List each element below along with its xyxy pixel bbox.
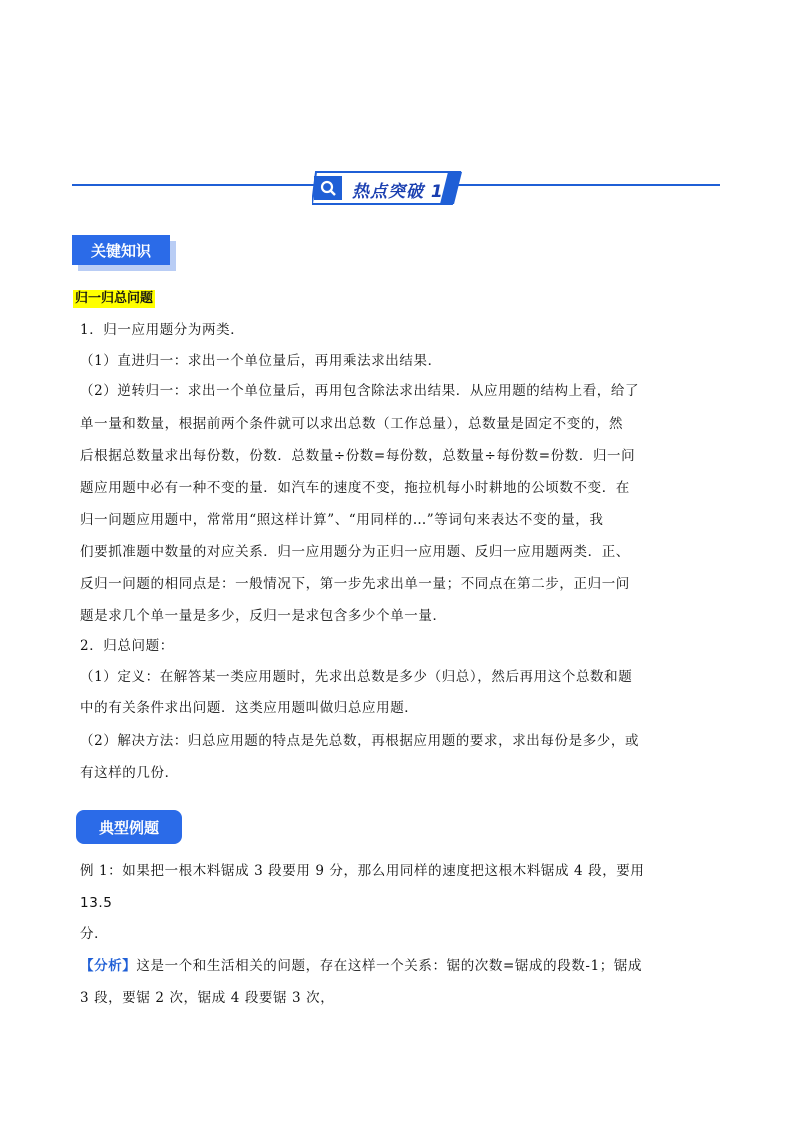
example-line: 例 1：如果把一根木料锯成 3 段要用 9 分，那么用同样的速度把这根木料锯成 4 段，要用: [80, 863, 645, 879]
body-line: 1．归一应用题分为两类．: [80, 322, 245, 338]
analysis-tag: 【分析】: [80, 958, 137, 974]
header-line-right: [455, 184, 720, 186]
body-line: 有这样的几份．: [80, 765, 179, 781]
body-line: 后根据总数量求出每份数，份数．总数量÷份数=每份数，总数量÷每份数=份数．归一问: [80, 448, 636, 464]
body-line: 单一量和数量，根据前两个条件就可以求出总数（工作总量），总数量是固定不变的，然: [80, 416, 624, 432]
body-line: （1）定义：在解答某一类应用题时，先求出总数是多少（归总），然后再用这个总数和题: [80, 669, 633, 685]
section-tag-label: 典型例题: [98, 818, 159, 837]
body-line: 2．归总问题：: [80, 638, 174, 654]
body-line: （2）逆转归一：求出一个单位量后，再用包含除法求出结果．从应用题的结构上看，给了: [80, 383, 640, 399]
body-line: （2）解决方法：归总应用题的特点是先总数，再根据应用题的要求，求出每份是多少，或: [80, 733, 640, 749]
section-tag-key-knowledge: [72, 235, 170, 265]
section-tag-typical-examples: [76, 810, 182, 844]
body-line: 中的有关条件求出问题．这类应用题叫做归总应用题．: [80, 700, 419, 716]
body-line: 归一问题应用题中，常常用“照这样计算”、“用同样的…”等词句来表达不变的量，我: [80, 512, 604, 528]
header-banner: [312, 171, 462, 205]
example-answer: 13.5: [80, 895, 113, 911]
analysis-line: [80, 956, 642, 976]
analysis-line: 3 段，要锯 2 次，锯成 4 段要锯 3 次，: [80, 990, 335, 1006]
body-line: 题应用题中必有一种不变的量．如汽车的速度不变，拖拉机每小时耕地的公顷数不变．在: [80, 480, 630, 496]
example-line: 分．: [80, 926, 109, 942]
topic-highlight: 归一归总问题: [75, 291, 154, 306]
body-line: 们要抓准题中数量的对应关系．归一应用题分为正归一应用题、反归一应用题两类．正、: [80, 544, 630, 560]
body-line: （1）直进归一：求出一个单位量后，再用乘法求出结果．: [80, 353, 442, 369]
search-icon: [314, 176, 342, 200]
analysis-text: 这是一个和生活相关的问题，存在这样一个关系：锯的次数=锯成的段数-1；锯成: [136, 958, 643, 974]
body-line: 题是求几个单一量是多少，反归一是求包含多少个单一量．: [80, 608, 447, 624]
body-line: 反归一问题的相同点是：一般情况下，第一步先求出单一量；不同点在第二步，正归一问: [80, 576, 630, 592]
section-tag-label: 关键知识: [90, 241, 151, 260]
banner-title: 热点突破 1: [352, 182, 444, 202]
header-line-left: [72, 184, 322, 186]
